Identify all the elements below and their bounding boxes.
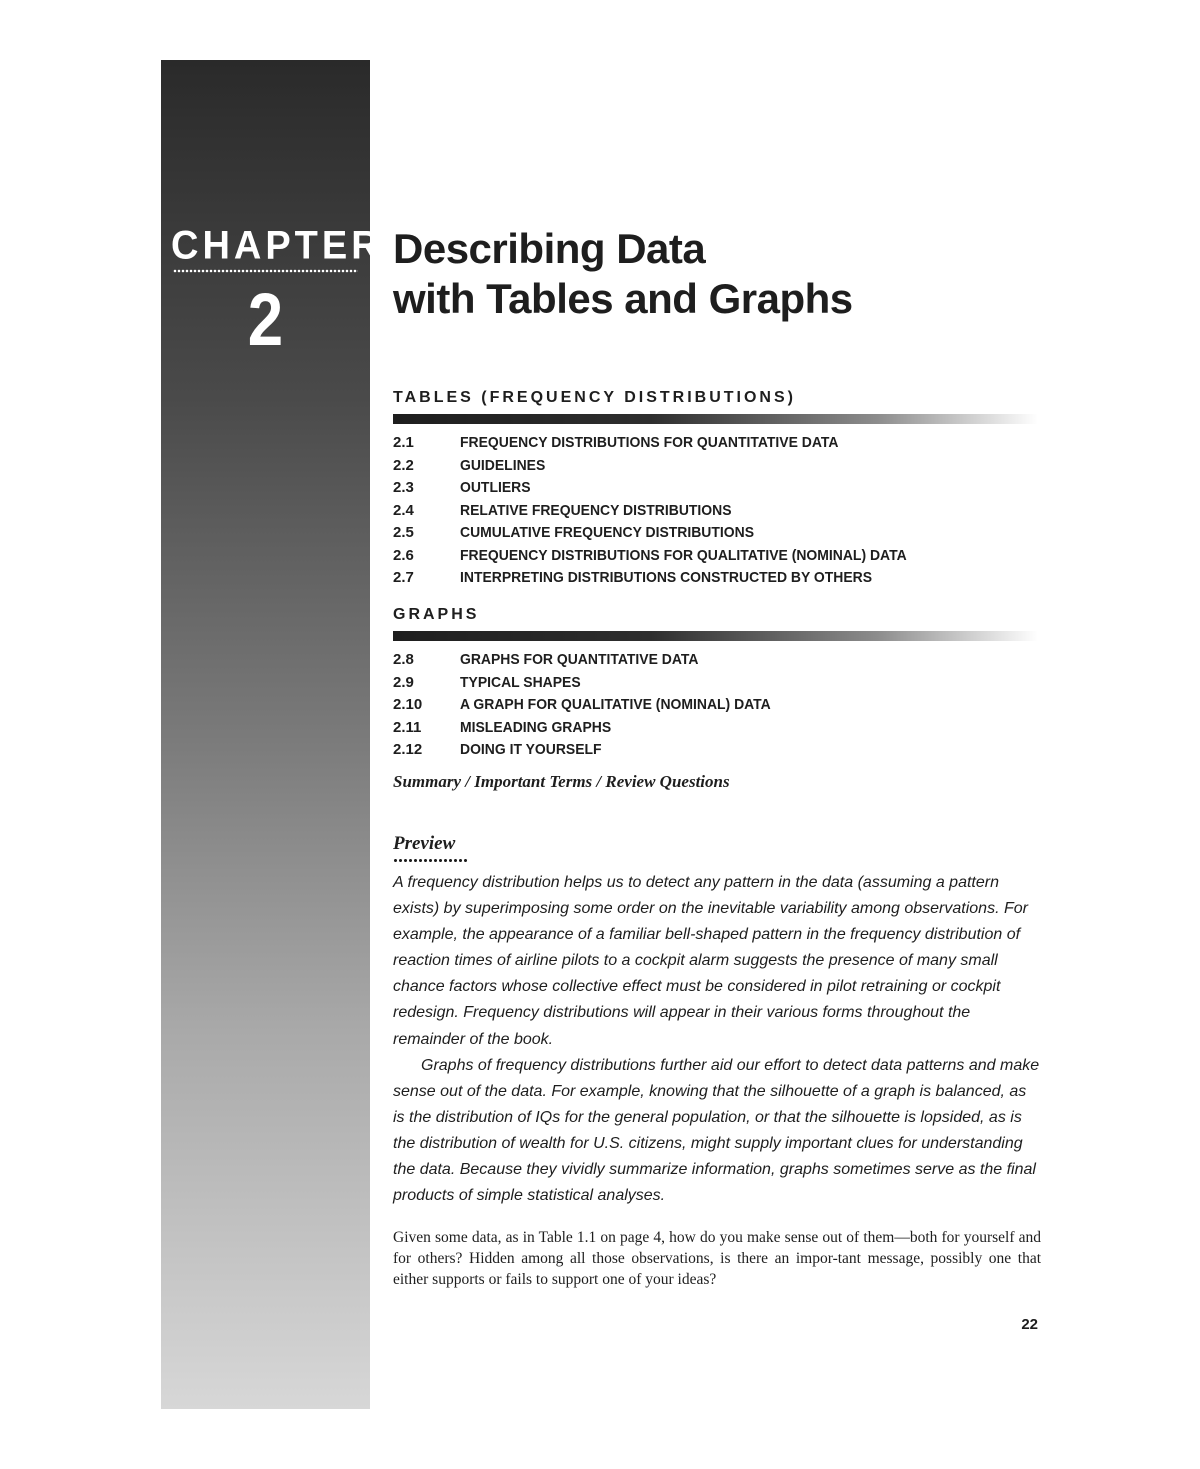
toc-item-title: MISLEADING GRAPHS	[460, 718, 612, 736]
chapter-sidebar	[161, 60, 383, 1409]
section-heading-tables: TABLES (FREQUENCY DISTRIBUTIONS)	[393, 389, 796, 406]
toc-item-number: 2.8	[393, 651, 414, 668]
toc-item-title: CUMULATIVE FREQUENCY DISTRIBUTIONS	[460, 524, 754, 541]
toc-item-title: TYPICAL SHAPES	[460, 673, 581, 691]
preview-paragraph-1: A frequency distribution helps us to detect any pattern in the data (assuming a pattern exists) by superimposing some order on the inevitable variability among observations. For example, the appearance of a familiar bell-shaped pattern in the frequency distribution of reaction times of airline pilots to a cockpit alarm suggests the presence of many small chance factors whose collective effect must be considered in pilot retraining or cockpit redesign. Frequency distributions will appear in their various forms throughout the remainder of the book.	[393, 874, 1028, 1048]
toc-item	[393, 717, 1043, 740]
section-heading-graphs: GRAPHS	[393, 606, 480, 623]
toc-item-number: 2.1	[393, 434, 414, 451]
page-number: 22	[1021, 1316, 1038, 1333]
section-rule-graphs	[393, 631, 1038, 641]
toc-item-number: 2.9	[393, 673, 414, 691]
toc-item-title: FREQUENCY DISTRIBUTIONS FOR QUANTITATIVE DATA	[460, 434, 839, 451]
toc-item-number: 2.6	[393, 546, 414, 564]
preview-dotted-rule	[393, 858, 467, 863]
toc-item-title: A GRAPH FOR QUALITATIVE (NOMINAL) DATA	[460, 696, 771, 713]
summary-terms-questions: Summary / Important Terms / Review Questions	[393, 772, 730, 791]
toc-list-tables	[393, 432, 1043, 590]
toc-item-title: INTERPRETING DISTRIBUTIONS CONSTRUCTED BY OTHERS	[460, 569, 873, 586]
toc-item-title: RELATIVE FREQUENCY DISTRIBUTIONS	[460, 501, 732, 519]
toc-item	[393, 500, 1043, 523]
toc-item	[393, 477, 1043, 500]
toc-item	[393, 672, 1043, 695]
toc-item-number: 2.3	[393, 479, 414, 496]
preview-text	[393, 870, 1041, 1209]
body-paragraph: Given some data, as in Table 1.1 on page 4, how do you make sense out of them—both for yourself and for others? Hidden among all those observations, is there an impor-tant message, possibly one that either supports or fails to support one of your ideas?	[393, 1229, 1041, 1288]
toc-list-graphs	[393, 649, 1043, 762]
toc-item-number: 2.7	[393, 569, 414, 586]
toc-item	[393, 567, 1043, 590]
preview-paragraph-2: Graphs of frequency distributions further aid our effort to detect data patterns and make sense out of the data. For example, knowing that the silhouette of a graph is balanced, as is the distribution of IQs for the general population, or that the silhouette is lopsided, as is the distribution of wealth for U.S. citizens, might supply important clues for understanding the data. Because they vividly summarize information, graphs sometimes serve as the final products of simple statistical analyses.	[393, 1056, 1040, 1205]
toc-item-title: GRAPHS FOR QUANTITATIVE DATA	[460, 651, 699, 668]
chapter-dotted-rule	[173, 269, 358, 273]
chapter-title-line-1: Describing Data	[393, 225, 706, 272]
toc-item-title: DOING IT YOURSELF	[460, 741, 602, 758]
toc-item	[393, 649, 1043, 672]
toc-item	[393, 455, 1043, 478]
toc-item-number: 2.11	[393, 718, 422, 736]
chapter-number: 2	[247, 278, 284, 361]
toc-item	[393, 432, 1043, 455]
toc-item	[393, 739, 1043, 762]
toc-item-title: FREQUENCY DISTRIBUTIONS FOR QUALITATIVE (NOMINAL) DATA	[460, 546, 907, 564]
toc-item-title: GUIDELINES	[460, 456, 546, 474]
section-rule-tables	[393, 414, 1038, 424]
chapter-title	[393, 224, 1053, 324]
toc-item-number: 2.12	[393, 741, 423, 758]
toc-item-number: 2.5	[393, 524, 414, 541]
chapter-title-line-2: with Tables and Graphs	[393, 275, 853, 322]
toc-item	[393, 694, 1043, 717]
toc-item	[393, 545, 1043, 568]
toc-item-number: 2.2	[393, 456, 414, 474]
toc-item-number: 2.10	[393, 696, 423, 713]
chapter-label: CHAPTER	[171, 223, 383, 269]
toc-item-number: 2.4	[393, 501, 414, 519]
toc-item-title: OUTLIERS	[460, 479, 531, 496]
preview-heading: Preview	[393, 833, 456, 854]
toc-item	[393, 522, 1043, 545]
